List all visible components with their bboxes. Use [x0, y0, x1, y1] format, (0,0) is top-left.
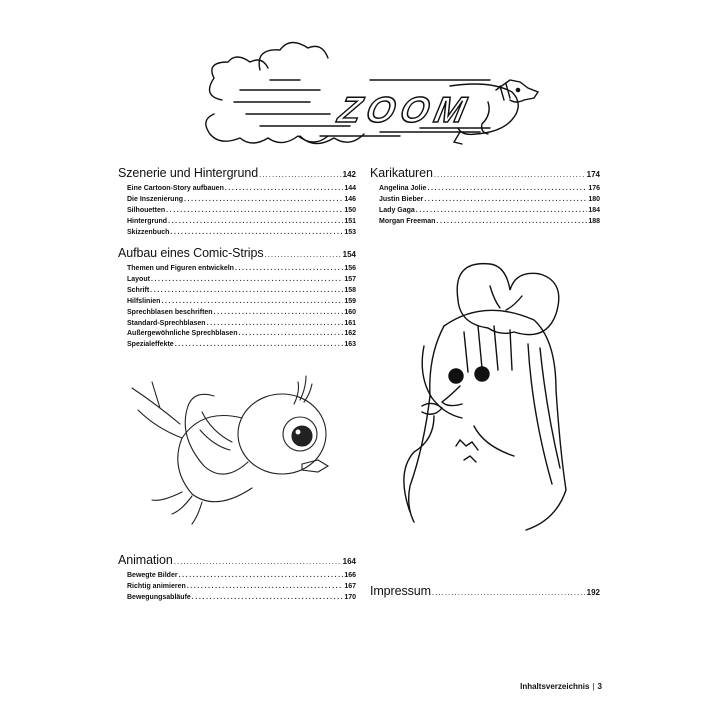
toc-entry[interactable]: [127, 264, 356, 275]
toc-section-szenerie: [118, 166, 356, 239]
toc-entry-label: Bewegte Bilder: [127, 572, 178, 579]
toc-entry-label: Skizzenbuch: [127, 228, 170, 236]
leader-dots: [168, 217, 343, 228]
toc-entry-page: 158: [344, 286, 356, 294]
toc-heading-page: 174: [586, 170, 600, 179]
toc-heading-title: Impressum: [370, 584, 431, 598]
toc-entry-page: 156: [344, 265, 356, 272]
toc-entry-label: Schrift: [127, 286, 150, 294]
toc-entry-page: 163: [344, 341, 356, 349]
toc-entry-page: 144: [344, 185, 356, 192]
toc-heading-title: Szenerie und Hintergrund: [118, 166, 259, 180]
toc-entry[interactable]: [379, 184, 600, 195]
page-number: 3: [597, 682, 602, 691]
toc-heading-page: 164: [342, 557, 356, 566]
leader-dots: [170, 228, 343, 239]
toc-entry[interactable]: [127, 275, 356, 286]
toc-heading-page: 142: [342, 170, 356, 179]
toc-entry[interactable]: [127, 571, 356, 582]
toc-entry-page: 160: [344, 308, 356, 316]
leader-dots: [264, 247, 341, 262]
toc-entry-label: Richtig animieren: [127, 582, 186, 590]
toc-heading-page: 154: [342, 250, 356, 259]
leader-dots: [151, 275, 343, 286]
leader-dots: [166, 206, 343, 217]
toc-entry-page: 146: [344, 195, 356, 203]
toc-heading-title: Animation: [118, 553, 173, 567]
toc-entry-label: Die Inszenierung: [127, 195, 184, 203]
leader-dots: [238, 329, 343, 340]
toc-entry[interactable]: [127, 582, 356, 593]
toc-heading-title: Aufbau eines Comic-Strips: [118, 246, 264, 260]
toc-entry-page: 170: [344, 593, 356, 601]
leader-dots: [416, 206, 588, 217]
leader-dots: [174, 554, 342, 569]
leader-dots: [432, 585, 586, 600]
toc-entry[interactable]: [127, 217, 356, 228]
toc-entry-label: Themen und Figuren entwickeln: [127, 265, 234, 272]
toc-entry-page: 161: [344, 319, 356, 327]
page-footer: [520, 682, 602, 691]
toc-entry-label: Angelina Jolie: [379, 185, 427, 192]
toc-entry[interactable]: [127, 286, 356, 297]
toc-heading-title: Karikaturen: [370, 166, 433, 180]
toc-entry-label: Hintergrund: [127, 217, 168, 225]
toc-entry-label: Sprechblasen beschriften: [127, 308, 213, 316]
toc-entry[interactable]: [127, 593, 356, 604]
leader-dots: [150, 286, 343, 297]
toc-heading[interactable]: [118, 166, 356, 182]
footer-section-title: Inhaltsverzeichnis: [520, 682, 590, 691]
leader-dots: [434, 167, 586, 182]
toc-heading-page: 192: [586, 588, 600, 597]
toc-entry-label: Hilfslinien: [127, 297, 161, 305]
leader-dots: [192, 593, 344, 604]
toc-entry-page: 176: [588, 185, 600, 192]
toc-entry-page: 151: [344, 217, 356, 225]
toc-entry[interactable]: [127, 329, 356, 340]
toc-entry-label: Lady Gaga: [379, 206, 415, 214]
toc-entry-page: 159: [344, 297, 356, 305]
toc-entry[interactable]: [127, 319, 356, 330]
toc-entry-page: 180: [588, 195, 600, 203]
toc-entry-page: 162: [344, 330, 356, 338]
toc-section-karikaturen: [370, 166, 600, 228]
leader-dots: [235, 264, 343, 275]
leader-dots: [427, 184, 587, 195]
toc-entry-label: Bewegungsabläufe: [127, 593, 191, 601]
toc-entry-page: 166: [344, 572, 356, 579]
toc-entry[interactable]: [127, 184, 356, 195]
toc-section-aufbau: [118, 246, 356, 351]
leader-dots: [214, 308, 344, 319]
toc-heading[interactable]: [118, 553, 356, 569]
leader-dots: [259, 167, 342, 182]
toc-entry-label: Justin Bieber: [379, 195, 424, 203]
leader-dots: [187, 582, 344, 593]
toc-entry-label: Morgan Freeman: [379, 217, 436, 225]
toc-entry[interactable]: [379, 195, 600, 206]
toc-entry-page: 157: [344, 275, 356, 283]
toc-entry[interactable]: [127, 206, 356, 217]
toc-section-animation: [118, 553, 356, 604]
toc-entry[interactable]: [379, 217, 600, 228]
leader-dots: [179, 571, 344, 582]
leader-dots: [184, 195, 343, 206]
toc-entry[interactable]: [379, 206, 600, 217]
zoom-illustration: [200, 40, 560, 150]
toc-entry[interactable]: [127, 195, 356, 206]
toc-entry-label: Silhouetten: [127, 206, 166, 214]
toc-entry-page: 153: [344, 228, 356, 236]
bird-illustration: [122, 372, 342, 542]
toc-entry-label: Eine Cartoon-Story aufbauen: [127, 185, 224, 192]
toc-entry-page: 150: [344, 206, 356, 214]
toc-entry-label: Außergewöhnliche Sprechblasen: [127, 330, 238, 338]
toc-entry-page: 167: [344, 582, 356, 590]
leader-dots: [225, 184, 343, 195]
caricature-illustration: [404, 256, 574, 546]
toc-entry-page: 188: [588, 217, 600, 225]
toc-entry[interactable]: [127, 297, 356, 308]
toc-entry-label: Layout: [127, 275, 150, 283]
leader-dots: [436, 217, 587, 228]
zoom-lettering: ZOOM: [334, 89, 476, 130]
leader-dots: [161, 297, 343, 308]
toc-entry[interactable]: [127, 340, 356, 351]
leader-dots: [175, 340, 344, 351]
toc-entry[interactable]: [127, 228, 356, 239]
leader-dots: [424, 195, 587, 206]
toc-entry-label: Standard-Sprechblasen: [127, 319, 206, 327]
toc-section-impressum: [370, 584, 600, 600]
toc-entry-label: Spezialeffekte: [127, 341, 174, 349]
toc-entry-page: 184: [588, 206, 600, 214]
toc-entry[interactable]: [127, 308, 356, 319]
toc-heading[interactable]: [118, 246, 356, 262]
footer-separator: |: [592, 682, 595, 691]
toc-heading[interactable]: [370, 166, 600, 182]
toc-heading[interactable]: [370, 584, 600, 600]
leader-dots: [207, 319, 344, 330]
